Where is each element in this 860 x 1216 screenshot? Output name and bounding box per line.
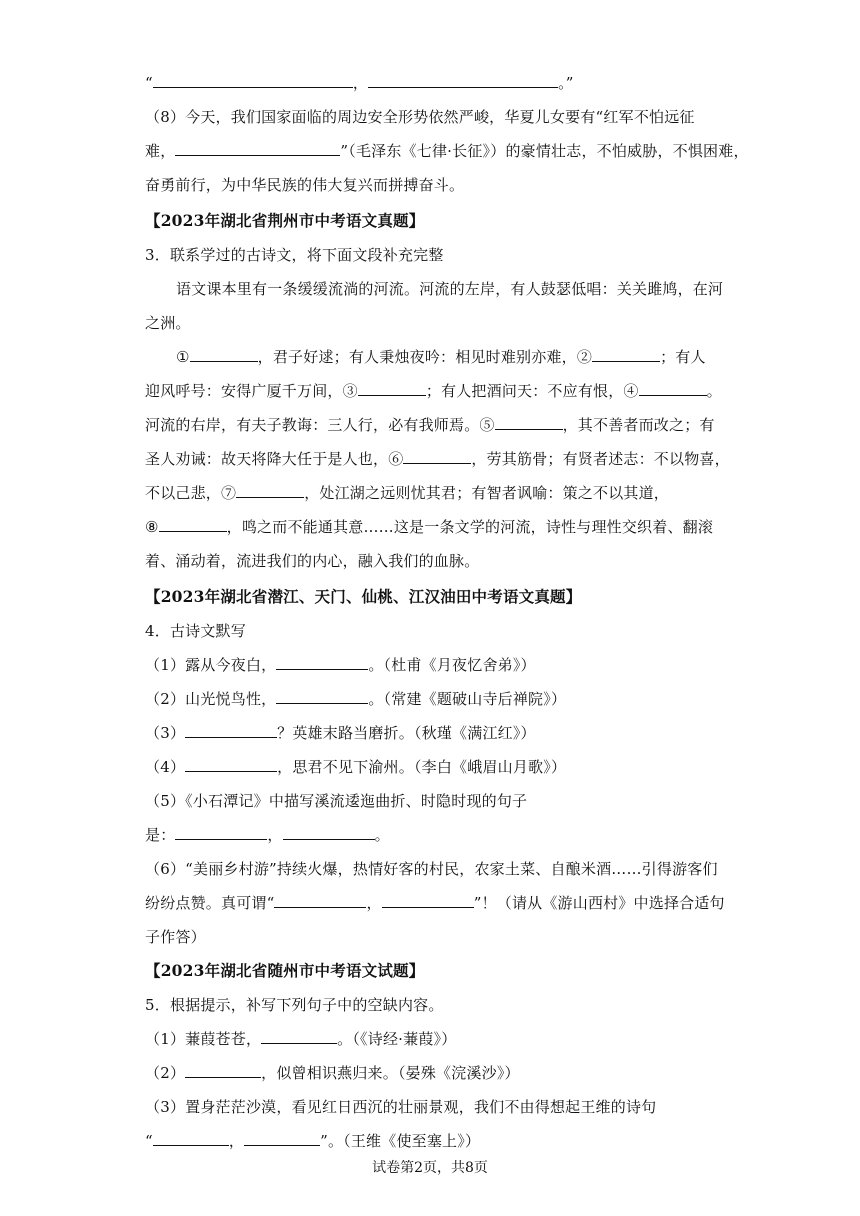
text-line bbox=[145, 381, 722, 401]
text-line bbox=[145, 1063, 520, 1083]
answer-blank bbox=[159, 517, 227, 532]
text-line bbox=[145, 517, 713, 537]
text-line: 4．古诗文默写 bbox=[145, 622, 246, 640]
text-segment: ”！（请从《游山西村》中选择合适句 bbox=[473, 894, 725, 912]
answer-blank bbox=[244, 1131, 320, 1146]
text-segment: 。（常建《题破山寺后禅院》） bbox=[368, 690, 567, 708]
text-segment: ，鸣之而不能通其意……这是一条文学的河流，诗性与理性交织着、翻滚 bbox=[226, 518, 714, 536]
text-segment: 河流的右岸，有夫子教诲：三人行，必有我师焉。⑤ bbox=[145, 416, 495, 434]
text-segment: ，其不善者而改之；有 bbox=[562, 416, 715, 434]
text-segment: ， bbox=[352, 74, 369, 92]
text-line bbox=[145, 141, 749, 161]
page-footer: 试卷第2页，共8页 bbox=[372, 1160, 488, 1176]
answer-blank bbox=[175, 141, 340, 156]
text-line: 5．根据提示，补写下列句子中的空缺内容。 bbox=[145, 996, 444, 1014]
text-segment: ， bbox=[267, 826, 283, 844]
text-line: 语文课本里有一条缓缓流淌的河流。河流的左岸，有人鼓瑟低唱：关关雎鸠，在河 bbox=[176, 280, 724, 298]
text-segment: ， bbox=[366, 894, 382, 912]
text-line bbox=[145, 449, 730, 469]
text-segment: “ bbox=[145, 1132, 153, 1150]
text-segment: 。（《诗经·蒹葭》） bbox=[337, 1030, 457, 1048]
answer-blank bbox=[592, 347, 660, 362]
text-line: 子作答） bbox=[145, 928, 206, 946]
answer-blank bbox=[175, 825, 267, 840]
text-line bbox=[145, 415, 715, 435]
text-segment: ；有人 bbox=[660, 348, 706, 366]
text-line bbox=[145, 689, 566, 709]
text-line bbox=[145, 723, 536, 743]
answer-blank bbox=[276, 655, 368, 670]
text-line bbox=[145, 483, 669, 503]
text-line: 之洲。 bbox=[145, 314, 191, 332]
text-segment: 。 bbox=[706, 382, 722, 400]
text-segment: ， bbox=[228, 1132, 245, 1150]
answer-blank bbox=[382, 893, 474, 908]
answer-blank bbox=[185, 1063, 261, 1078]
text-line: （3）置身茫茫沙漠，看见红日西沉的壮丽景观，我们不由得想起王维的诗句 bbox=[145, 1098, 657, 1116]
text-segment: 迎风呼号：安得广厦千万间，③ bbox=[145, 382, 358, 400]
text-segment: （2） bbox=[145, 1064, 186, 1082]
answer-blank bbox=[368, 73, 558, 88]
text-line bbox=[176, 347, 706, 367]
text-segment: ”。（王维《使至塞上》） bbox=[320, 1132, 481, 1150]
text-segment: 。（杜甫《月夜忆舍弟》） bbox=[368, 656, 536, 674]
text-segment: ，劳其筋骨；有贤者述志：不以物喜， bbox=[471, 450, 730, 468]
text-line bbox=[145, 825, 390, 845]
text-segment: ，似曾相识燕归来。（晏殊《浣溪沙》） bbox=[261, 1064, 520, 1082]
answer-blank bbox=[190, 347, 258, 362]
text-line bbox=[145, 73, 574, 93]
text-segment: （1）蒹葭苍苍， bbox=[145, 1030, 262, 1048]
section-heading: 【2023年湖北省随州市中考语文试题】 bbox=[145, 961, 425, 980]
text-segment: “ bbox=[145, 74, 153, 92]
section-heading: 【2023年湖北省荆州市中考语文真题】 bbox=[145, 211, 425, 230]
text-line bbox=[145, 893, 725, 913]
text-line: 奋勇前行，为中华民族的伟大复兴而拼搏奋斗。 bbox=[145, 176, 465, 194]
text-segment: 。” bbox=[558, 74, 574, 92]
text-segment: ，君子好逑；有人秉烛夜吟：相见时难别亦难，② bbox=[257, 348, 593, 366]
text-segment: ① bbox=[176, 348, 190, 366]
answer-blank bbox=[639, 381, 707, 396]
answer-blank bbox=[274, 893, 366, 908]
answer-blank bbox=[185, 757, 277, 772]
text-line: （8）今天，我们国家面临的周边安全形势依然严峻，华夏儿女要有“红军不怕远征 bbox=[145, 108, 695, 126]
text-line bbox=[145, 655, 536, 675]
text-segment: （2）山光悦鸟性， bbox=[145, 690, 277, 708]
text-line: 3．联系学过的古诗文，将下面文段补充完整 bbox=[145, 246, 444, 264]
section-heading: 【2023年湖北省潜江、天门、仙桃、江汉油田中考语文真题】 bbox=[145, 587, 582, 606]
answer-blank bbox=[495, 415, 563, 430]
text-segment: （4） bbox=[145, 758, 186, 776]
answer-blank bbox=[185, 723, 277, 738]
text-line bbox=[145, 1029, 456, 1049]
text-segment: （3） bbox=[145, 724, 186, 742]
answer-blank bbox=[153, 73, 353, 88]
text-line: 着、涌动着，流进我们的内心，融入我们的血脉。 bbox=[145, 552, 480, 570]
text-segment: 。 bbox=[374, 826, 390, 844]
text-segment: ；有人把酒问天：不应有恨，④ bbox=[425, 382, 639, 400]
text-segment: ”（毛泽东《七律·长征》）的豪情壮志，不怕威胁，不惧困难， bbox=[340, 142, 749, 160]
answer-blank bbox=[261, 1029, 337, 1044]
text-segment: ⑧ bbox=[145, 518, 159, 536]
answer-blank bbox=[276, 689, 368, 704]
text-segment: 纷纷点赞。真可谓“ bbox=[145, 894, 275, 912]
answer-blank bbox=[283, 825, 375, 840]
text-line bbox=[145, 1131, 480, 1151]
text-segment: 是： bbox=[145, 826, 176, 844]
text-line bbox=[145, 757, 566, 777]
text-segment: 圣人劝诫：故天将降大任于是人也，⑥ bbox=[145, 450, 404, 468]
answer-blank bbox=[153, 1131, 229, 1146]
text-segment: 难， bbox=[145, 142, 176, 160]
text-segment: ？英雄末路当磨折。（秋瑾《满江红》） bbox=[277, 724, 536, 742]
text-segment: ，思君不见下渝州。（李白《峨眉山月歌》） bbox=[277, 758, 567, 776]
answer-blank bbox=[236, 483, 304, 498]
answer-blank bbox=[403, 449, 471, 464]
text-segment: （1）露从今夜白， bbox=[145, 656, 277, 674]
text-line: （6）“美丽乡村游”持续火爆，热情好客的村民，农家土菜、自酿米酒……引得游客们 bbox=[145, 860, 718, 878]
text-segment: ，处江湖之远则忧其君；有智者讽喻：策之不以其道， bbox=[304, 484, 670, 502]
answer-blank bbox=[358, 381, 426, 396]
text-segment: 不以己悲，⑦ bbox=[145, 484, 237, 502]
text-line: （5）《小石潭记》中描写溪流逶迤曲折、时隐时现的句子 bbox=[145, 792, 528, 810]
